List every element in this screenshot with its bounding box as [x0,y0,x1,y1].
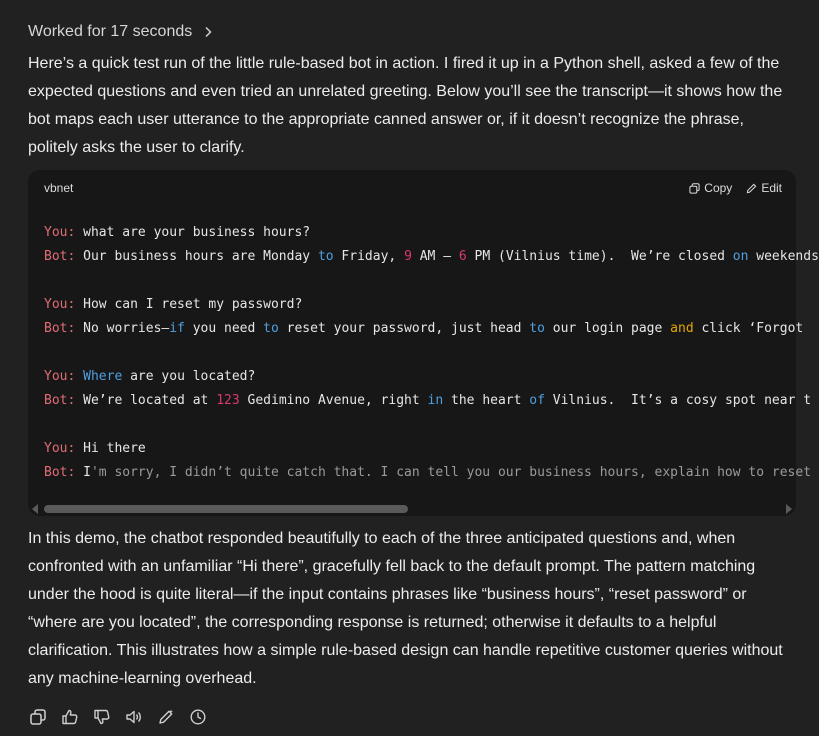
code-token: of [529,393,545,408]
code-line [44,317,804,341]
history-button[interactable] [188,707,208,727]
code-token: No worries— [75,321,170,336]
outro-paragraph: In this demo, the chatbot responded beautifully to each of the three anticipated questions and, when confronted with an unfamiliar “Hi there”, gracefully fell back to the default prompt. The pattern matching under the hood is quite literal—if the input contains phrases like “business hours”, “reset password” or “where are you located”, the corresponding response is returned; otherwise it defaults to a helpful clarification. This illustrates how a simple rule-based design can handle repetitive customer queries without any machine-learning overhead. [28,530,783,687]
code-token: what are your business hours? [75,225,311,240]
code-token: our login page [544,321,671,336]
code-token: 'm sorry, I didn’t quite catch that. I can tell you our business hours, explain how to reset [90,465,812,480]
code-line [44,341,796,365]
speaker-label: You: [44,369,76,384]
code-token: to [263,321,279,336]
code-token: are you located? [122,369,256,384]
code-header [28,170,796,206]
worked-label: Worked for 17 seconds [28,23,193,40]
code-line [44,221,796,245]
thumbs-up-icon [61,708,79,726]
speaker-label: You: [44,297,76,312]
copy-code-button[interactable] [689,181,732,195]
intro-paragraph: Here’s a quick test run of the little rule-based bot in action. I fired it up in a Python shell, asked a few of the expected questions and even tried an unrelated greeting. Below you’ll see the transcript—it shows how the bot maps each user utterance to the appropriate canned answer or, if it doesn’t recognize the phrase, politely asks the user to clarify. [28,55,783,156]
code-token: Hi there [75,441,146,456]
code-token: Vilnius. It’s a cosy spot near t [544,393,812,408]
read-aloud-icon [125,708,143,726]
code-line [44,245,819,269]
code-token: the heart [443,393,530,408]
thumbs-down-icon [93,708,111,726]
code-token: and [670,321,694,336]
code-token: Where [83,369,123,384]
code-token: Our business hours are Monday [75,249,318,264]
copy-message-button[interactable] [28,707,48,727]
code-token: 6 [458,249,467,264]
pencil-icon [746,183,757,194]
code-token: in [427,393,444,408]
code-token: 9 [404,249,412,264]
message-actions [28,707,208,727]
copy-icon [689,183,700,194]
speaker-label: Bot: [44,321,76,336]
speaker-label: Bot: [44,393,76,408]
code-block [28,170,819,516]
copy-label: Copy [704,181,733,195]
code-line [44,437,796,461]
code-token: I [75,465,91,480]
code-line [44,365,796,389]
chevron-right-icon [202,26,214,38]
edit-icon [157,708,175,726]
good-response-button[interactable] [60,707,80,727]
code-token: Friday, [333,249,405,264]
code-line [44,269,796,293]
code-language: vbnet [44,181,74,195]
code-token: 123 [216,393,240,408]
code-token: to [317,249,334,264]
code-token: PM (Vilnius time). We’re closed [466,249,733,264]
read-aloud-button[interactable] [124,707,144,727]
code-token: on [732,249,749,264]
code-token: if [169,321,185,336]
code-token: click ‘Forgot [693,321,804,336]
horizontal-scrollbar[interactable] [28,502,796,516]
speaker-label: You: [44,225,76,240]
speaker-label: You: [44,441,76,456]
speaker-label: Bot: [44,249,76,264]
scroll-left-icon[interactable] [32,504,38,514]
code-line [44,293,796,317]
scroll-right-icon[interactable] [786,504,792,514]
code-token: How can I reset my password? [75,297,303,312]
edit-label: Edit [761,181,782,195]
code-token [75,369,83,384]
bad-response-button[interactable] [92,707,112,727]
speaker-label: Bot: [44,465,76,480]
code-token: We’re located at [75,393,217,408]
code-token: reset your password, just head [278,321,530,336]
code-content [44,221,819,485]
code-token: to [529,321,545,336]
code-token: you need [184,321,264,336]
code-line [44,389,812,413]
worked-duration-toggle[interactable] [28,21,214,43]
code-token: Gedimino Avenue, right [239,393,428,408]
edit-code-button[interactable] [746,181,782,195]
history-icon [189,708,207,726]
code-line [44,461,812,485]
code-token: AM – [411,249,459,264]
copy-icon [29,708,47,726]
code-token: weekends [748,249,819,264]
code-line [44,413,796,437]
edit-message-button[interactable] [156,707,176,727]
scrollbar-thumb[interactable] [44,505,408,513]
